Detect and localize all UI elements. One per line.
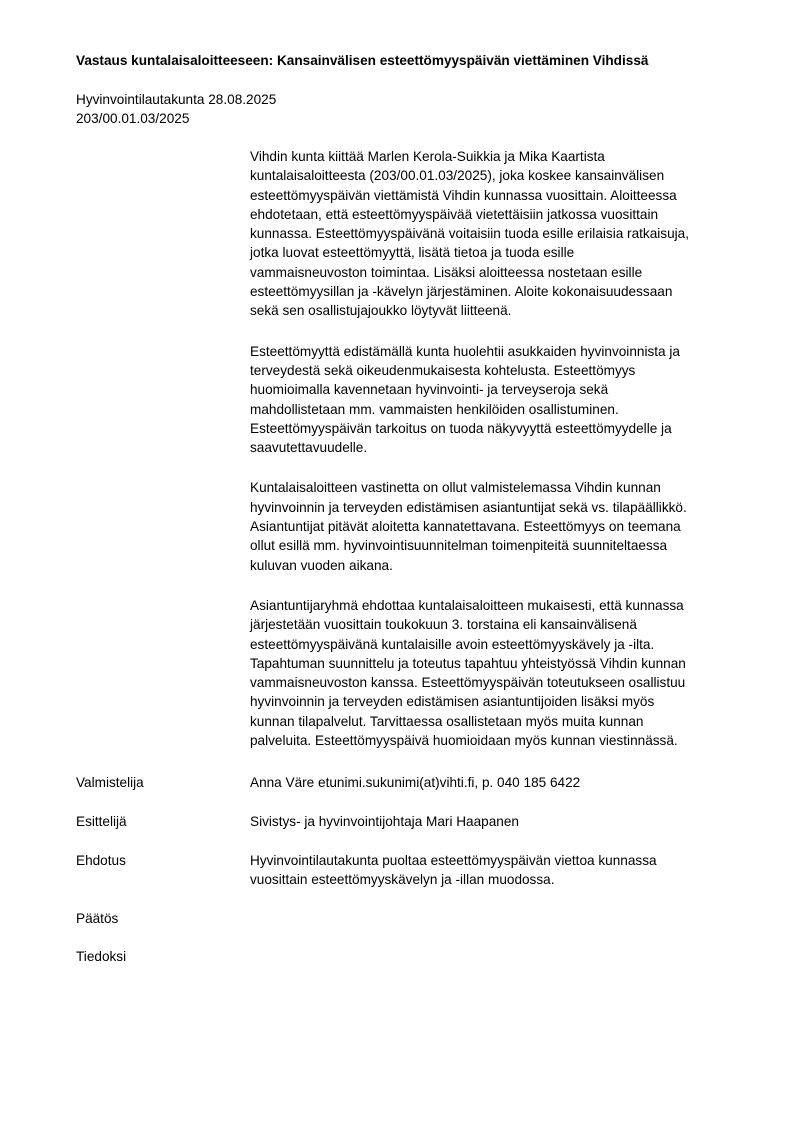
text-line: jotka luovat esteettömyyttä, lisätä tietoa ja tuoda esille	[250, 245, 575, 261]
paragraph-3	[250, 478, 732, 574]
document-title: Vastaus kuntalaisaloitteeseen: Kansainvälisen esteettömyyspäivän viettäminen Vihdissä	[76, 53, 649, 68]
text-line: saavutettavuudelle.	[250, 440, 368, 456]
text-line: kunnan tilapalvelut. Tarvittaessa osallistetaan myös muita kunnan	[250, 713, 644, 729]
text-line: esteettömyysillan ja -kävelyn järjestäminen. Aloite kokonaisuudessaan	[250, 284, 673, 300]
meeting-line: Hyvinvointilautakunta 28.08.2025	[76, 92, 277, 107]
text-line: kunnassa. Esteettömyyspäivänä voitaisiin tuoda esille erilaisia ratkaisuja,	[250, 226, 690, 242]
text-line: terveydestä sekä oikeudenmukaisesta kohtelusta. Esteettömyys	[250, 362, 636, 378]
preparer-text: Anna Väre etunimi.sukunimi(at)vihti.fi, p. 040 185 6422	[250, 775, 581, 790]
text-line: hyvinvoinnin ja terveyden edistämisen asiantuntijoiden lisäksi myös	[250, 694, 655, 710]
text-line: ollut esillä mm. hyvinvointisuunnitelman toimenpiteitä suunniteltaessa	[250, 538, 668, 554]
text-line: esteettömyyspäivänä kuntalaisille avoin esteettömyyskävely ja -ilta.	[250, 636, 655, 652]
presenter-label: Esittelijä	[76, 814, 127, 829]
text-line: ehdotetaan, että esteettömyyspäivää vietettäisiin jatkossa vuosittain	[250, 206, 659, 222]
decision-label: Päätös	[76, 911, 119, 926]
presenter-text: Sivistys- ja hyvinvointijohtaja Mari Haapanen	[250, 814, 519, 829]
text-line: Asiantuntijaryhmä ehdottaa kuntalaisaloitteen mukaisesti, että kunnassa	[250, 597, 684, 613]
text-line: vammaisneuvoston toimintaa. Lisäksi aloitteessa nostetaan esille	[250, 264, 643, 280]
paragraph-2	[250, 342, 732, 458]
text-line: Vihdin kunta kiittää Marlen Kerola-Suikkia ja Mika Kaartista	[250, 149, 605, 164]
case-number: 203/00.01.03/2025	[76, 111, 190, 126]
for-information-label: Tiedoksi	[76, 949, 127, 964]
text-line: Asiantuntijat pitävät aloitetta kannatettavana. Esteettömyys on teemana	[250, 519, 681, 535]
proposal-text: Hyvinvointilautakunta puoltaa esteettömyyspäivän viettoa kunnassa	[250, 853, 657, 868]
preparer-label: Valmistelija	[76, 775, 144, 790]
meeting-info	[76, 90, 276, 128]
text-line: Esteettömyyspäivän tarkoitus on tuoda näkyvyyttä esteettömyydelle ja	[250, 420, 672, 436]
text-line: palveluita. Esteettömyyspäivä huomioidaan myös kunnan viestinnässä.	[250, 733, 678, 749]
response-body	[250, 147, 732, 771]
text-line: esteettömyyspäivän viettämistä Vihdin kunnassa vuosittain. Aloitteessa	[250, 187, 677, 203]
paragraph-1	[250, 147, 732, 321]
text-line: sekä sen osallistujajoukko löytyvät liitteenä.	[250, 303, 512, 319]
text-line: Tapahtuman suunnittelu ja toteutus tapahtuu yhteistyössä Vihdin kunnan	[250, 655, 686, 671]
text-line: Kuntalaisaloitteen vastinetta on ollut valmistelemassa Vihdin kunnan	[250, 480, 661, 496]
presenter-value	[250, 812, 734, 831]
text-line: järjestetään vuosittain toukokuun 3. torstaina eli kansainvälisenä	[250, 617, 637, 633]
text-line: kuntalaisaloitteesta (203/00.01.03/2025), joka koskee kansainvälisen	[250, 168, 665, 184]
text-line: mahdollistetaan mm. vammaisten henkilöiden osallistuminen.	[250, 401, 619, 417]
text-line: hyvinvoinnin ja terveyden edistämisen asiantuntijat sekä vs. tilapäällikkö.	[250, 499, 687, 515]
proposal-value	[250, 851, 734, 890]
proposal-text: vuosittain esteettömyyskävelyn ja -illan muodossa.	[250, 872, 555, 888]
text-line: vammaisneuvoston kanssa. Esteettömyyspäivän toteutukseen osallistuu	[250, 675, 686, 691]
text-line: kuluvan vuoden aikana.	[250, 557, 393, 573]
preparer-value	[250, 773, 734, 792]
text-line: Esteettömyyttä edistämällä kunta huolehtii asukkaiden hyvinvoinnista ja	[250, 343, 680, 359]
proposal-label: Ehdotus	[76, 853, 126, 868]
text-line: huomioimalla kavennetaan hyvinvointi- ja terveyseroja sekä	[250, 382, 609, 398]
paragraph-4	[250, 596, 732, 750]
